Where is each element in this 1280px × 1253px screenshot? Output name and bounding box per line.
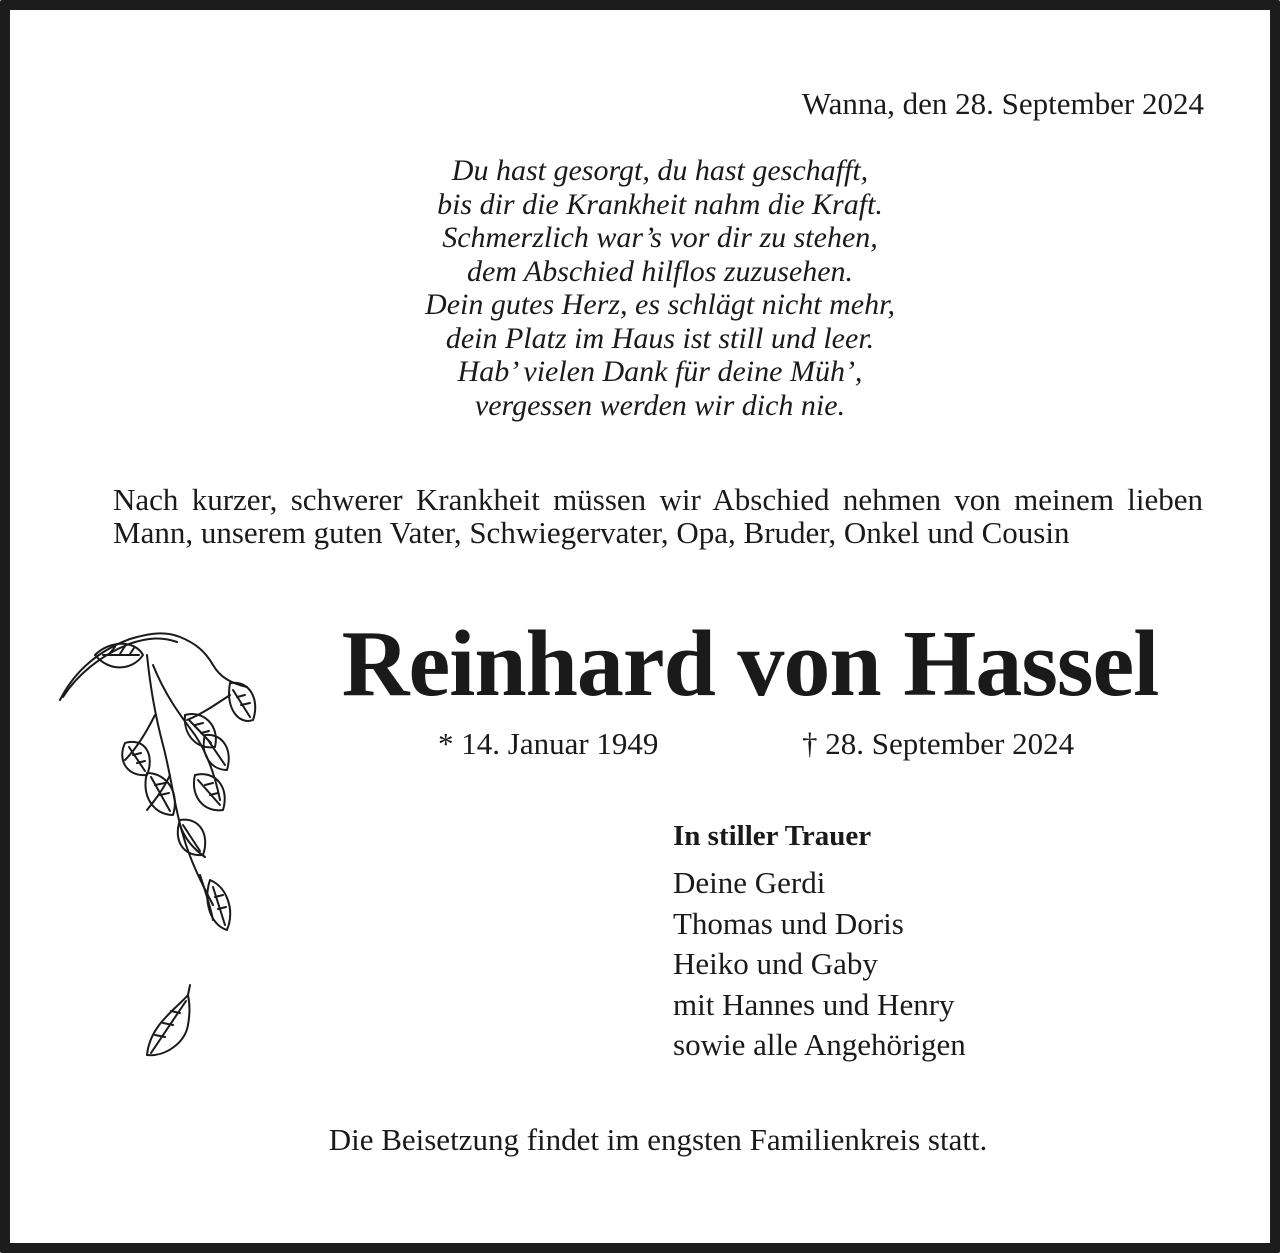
poem-line: Dein gutes Herz, es schlägt nicht mehr, <box>425 288 895 321</box>
poem-line: dein Platz im Haus ist still und leer. <box>445 321 875 355</box>
funeral-note: Die Beisetzung findet im engsten Familienkreis statt. <box>328 1122 988 1157</box>
poem-line: Du hast gesorgt, du hast geschafft, <box>451 154 869 187</box>
intro-text: Nach kurzer, schwerer Krankheit müssen wir Abschied nehmen von meinem lieben Mann, unserem guten Vater, Schwiegervater, Opa, Bruder, Onkel und Cousin <box>113 482 1203 550</box>
poem-line: Hab’ vielen Dank für deine Müh’, <box>457 355 863 388</box>
mourner-line: mit Hannes und Henry <box>673 986 955 1022</box>
place-and-date: Wanna, den 28. September 2024 <box>801 86 1204 121</box>
mourner-line: Deine Gerdi <box>673 865 826 900</box>
mourners-heading: In stiller Trauer <box>673 820 872 852</box>
mourner-line: sowie alle Angehörigen <box>673 1027 966 1062</box>
poem-line: Schmerzlich war’s vor dir zu stehen, <box>442 221 878 254</box>
mourner-line: Thomas und Doris <box>673 905 904 941</box>
poem-line: bis dir die Krankheit nahm die Kraft. <box>437 187 883 221</box>
birch-branch-icon <box>55 625 265 1075</box>
mourners-block <box>673 820 966 1066</box>
deceased-name: Reinhard von Hassel <box>341 612 1159 716</box>
poem-line: dem Abschied hilflos zuzusehen. <box>466 254 854 288</box>
death-date: † 28. September 2024 <box>802 726 1075 761</box>
mourner-line: Heiko und Gaby <box>673 946 878 981</box>
birth-date: * 14. Januar 1949 <box>438 726 659 761</box>
poem-line: vergessen werden wir dich nie. <box>474 388 846 422</box>
poem <box>260 154 1060 422</box>
